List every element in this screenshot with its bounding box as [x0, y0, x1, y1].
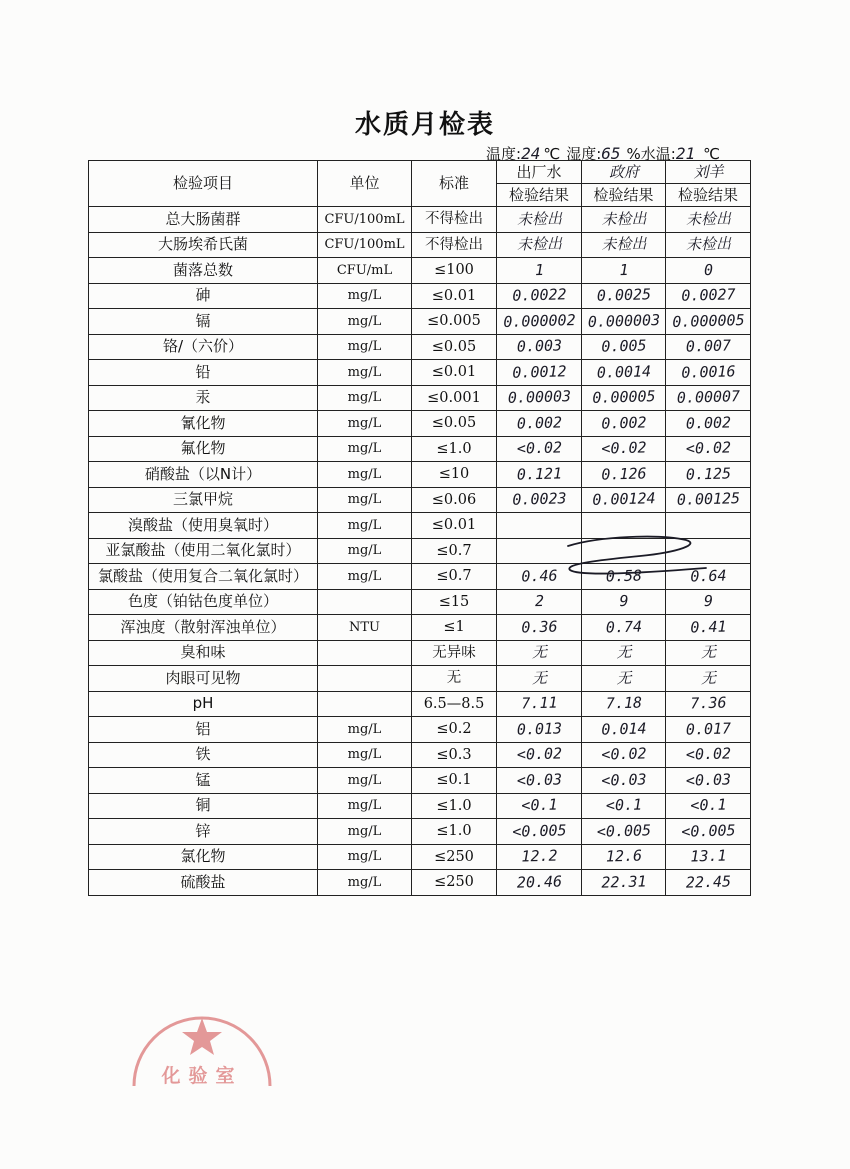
table-row: [89, 793, 751, 819]
official-seal: [128, 982, 276, 1090]
row-result-2: <0.005: [581, 817, 666, 845]
row-unit: mg/L: [318, 462, 412, 488]
row-item: 铜: [89, 793, 318, 819]
table-row: [89, 487, 751, 513]
row-standard: ≤0.05: [412, 334, 497, 360]
row-result-2: 0.000003: [581, 307, 666, 335]
row-result-3: 0: [665, 256, 751, 284]
row-result-3: 13.1: [665, 843, 751, 871]
row-result-1: 0.0022: [496, 282, 582, 310]
row-standard: 不得检出: [412, 232, 497, 258]
row-result-1: 无: [496, 639, 582, 667]
row-standard: ≤0.001: [412, 385, 497, 411]
row-result-3: 未检出: [665, 205, 751, 233]
row-result-3: <0.02: [665, 741, 751, 769]
temperature-label: 温度:: [486, 145, 522, 163]
row-item: 镉: [89, 309, 318, 335]
row-result-1: <0.1: [496, 792, 582, 820]
row-result-1: 0.0023: [496, 486, 582, 514]
row-unit: mg/L: [318, 360, 412, 386]
row-unit: mg/L: [318, 793, 412, 819]
row-unit: NTU: [318, 615, 412, 641]
table-row: [89, 768, 751, 794]
row-result-2: 0.58: [581, 562, 666, 590]
row-item: 大肠埃希氏菌: [89, 232, 318, 258]
header-result-1: 检验结果: [497, 184, 582, 207]
row-standard: ≤0.2: [412, 717, 497, 743]
table-row: [89, 232, 751, 258]
row-standard: ≤250: [412, 844, 497, 870]
row-item: 溴酸盐（使用臭氧时）: [89, 513, 318, 539]
table-row: [89, 309, 751, 335]
row-result-1: 0.013: [496, 715, 582, 743]
table-row: [89, 385, 751, 411]
row-standard: ≤15: [412, 589, 497, 615]
header-standard: 标准: [412, 161, 497, 207]
table-row: [89, 742, 751, 768]
row-standard: ≤1.0: [412, 793, 497, 819]
row-result-3: <0.1: [665, 792, 751, 820]
row-result-1: 0.121: [496, 460, 582, 488]
row-result-2: 12.6: [581, 843, 666, 871]
row-item: 铝: [89, 717, 318, 743]
row-standard: ≤0.01: [412, 513, 497, 539]
row-result-3: 0.000005: [665, 307, 751, 335]
row-result-3: 0.017: [665, 715, 751, 743]
row-result-3: 0.41: [665, 613, 751, 641]
row-unit: mg/L: [318, 538, 412, 564]
row-result-3: 0.00125: [665, 486, 751, 514]
row-result-2: 0.002: [581, 409, 666, 437]
table-row: [89, 615, 751, 641]
row-result-3: 未检出: [665, 231, 751, 259]
row-standard: ≤0.7: [412, 538, 497, 564]
row-result-2: 0.74: [581, 613, 666, 641]
row-standard: ≤0.005: [412, 309, 497, 335]
header-unit: 单位: [318, 161, 412, 207]
row-standard: ≤1.0: [412, 819, 497, 845]
table-row: [89, 436, 751, 462]
row-standard: 无异味: [412, 640, 497, 666]
row-unit: mg/L: [318, 334, 412, 360]
water-temp-label: 水温:: [640, 145, 676, 163]
row-item: pH: [89, 691, 318, 717]
header-sample2: 政府: [581, 159, 666, 184]
table-row: [89, 870, 751, 896]
row-unit: [318, 589, 412, 615]
row-result-1: 无: [496, 664, 582, 692]
row-standard: ≤0.7: [412, 564, 497, 590]
row-standard: ≤0.01: [412, 360, 497, 386]
row-result-1: 0.002: [496, 409, 582, 437]
table-row: [89, 258, 751, 284]
row-result-2: 0.014: [581, 715, 666, 743]
row-standard: ≤1.0: [412, 436, 497, 462]
page-title: 水质月检表: [354, 110, 495, 140]
row-unit: mg/L: [318, 436, 412, 462]
table-row: [89, 640, 751, 666]
row-result-3: 0.007: [665, 333, 751, 361]
row-result-1: 未检出: [496, 231, 582, 259]
row-standard: 6.5—8.5: [412, 691, 497, 717]
svg-text:化验室: 化验室: [161, 1065, 243, 1087]
row-result-3: 0.00007: [665, 384, 751, 412]
row-item: 铅: [89, 360, 318, 386]
row-unit: mg/L: [318, 564, 412, 590]
row-item: 锰: [89, 768, 318, 794]
row-item: 铁: [89, 742, 318, 768]
table-row: [89, 691, 751, 717]
row-result-2: 0.005: [581, 333, 666, 361]
row-unit: mg/L: [318, 768, 412, 794]
water-quality-table: [88, 160, 751, 896]
row-result-2: <0.03: [581, 766, 666, 794]
row-result-3: 9: [665, 588, 751, 616]
row-item: 硝酸盐（以N计）: [89, 462, 318, 488]
row-unit: mg/L: [318, 487, 412, 513]
row-item: 浑浊度（散射浑浊单位）: [89, 615, 318, 641]
header-result-2: 检验结果: [582, 184, 666, 207]
row-result-3: 无: [665, 664, 751, 692]
row-result-1: <0.03: [496, 766, 582, 794]
row-unit: mg/L: [318, 283, 412, 309]
row-result-2: <0.02: [581, 741, 666, 769]
temperature-value: 24: [521, 144, 541, 163]
humidity-unit: %: [626, 145, 641, 163]
row-standard: ≤250: [412, 870, 497, 896]
humidity-label: 湿度:: [566, 145, 602, 163]
row-result-1: 0.000002: [496, 307, 582, 335]
row-item: 色度（铂钴色度单位）: [89, 589, 318, 615]
row-result-2: 0.00124: [581, 486, 666, 514]
row-unit: [318, 640, 412, 666]
row-result-1: 0.003: [496, 333, 582, 361]
table-row: [89, 589, 751, 615]
row-item: 锌: [89, 819, 318, 845]
header-item: 检验项目: [89, 161, 318, 207]
row-standard: ≤1: [412, 615, 497, 641]
table-row: [89, 666, 751, 692]
row-unit: mg/L: [318, 309, 412, 335]
row-result-3: 0.125: [665, 460, 751, 488]
row-item: 亚氯酸盐（使用二氧化氯时）: [89, 538, 318, 564]
header-sample1: 出厂水: [497, 161, 582, 184]
table-row: [89, 283, 751, 309]
row-result-1: 0.36: [496, 613, 582, 641]
row-item: 硫酸盐: [89, 870, 318, 896]
row-standard: ≤0.1: [412, 768, 497, 794]
header-sample3: 刘羊: [665, 159, 751, 184]
row-result-1: 1: [496, 256, 582, 284]
row-result-2: <0.02: [581, 435, 666, 463]
row-result-3: 7.36: [665, 690, 751, 718]
row-result-3: 0.64: [665, 562, 751, 590]
row-item: 砷: [89, 283, 318, 309]
row-result-2: 0.00005: [581, 384, 666, 412]
row-result-2: 1: [581, 256, 666, 284]
row-result-2: 未检出: [581, 205, 666, 233]
table-row: [89, 819, 751, 845]
row-item: 汞: [89, 385, 318, 411]
table-row: [89, 334, 751, 360]
row-result-2: <0.1: [581, 792, 666, 820]
row-standard: 不得检出: [412, 207, 497, 233]
row-standard: 无: [412, 666, 497, 692]
row-unit: mg/L: [318, 819, 412, 845]
row-result-2: 0.0014: [581, 358, 666, 386]
row-unit: mg/L: [318, 717, 412, 743]
row-standard: ≤0.05: [412, 411, 497, 437]
row-unit: [318, 666, 412, 692]
row-item: 铬/（六价）: [89, 334, 318, 360]
table-row: [89, 717, 751, 743]
row-unit: mg/L: [318, 411, 412, 437]
row-result-2: 未检出: [581, 231, 666, 259]
row-result-1: 20.46: [496, 868, 582, 896]
row-item: 总大肠菌群: [89, 207, 318, 233]
row-result-3: <0.03: [665, 766, 751, 794]
row-result-3: 22.45: [665, 868, 751, 896]
table-row: [89, 844, 751, 870]
row-result-2: 9: [581, 588, 666, 616]
row-unit: mg/L: [318, 385, 412, 411]
row-standard: ≤0.01: [412, 283, 497, 309]
row-unit: mg/L: [318, 513, 412, 539]
row-result-1: 0.46: [496, 562, 582, 590]
row-result-2: 无: [581, 664, 666, 692]
row-result-2: 22.31: [581, 868, 666, 896]
strikeout-scribble: [560, 530, 710, 580]
row-result-1: 0.0012: [496, 358, 582, 386]
row-result-3: 无: [665, 639, 751, 667]
row-item: 氯化物: [89, 844, 318, 870]
row-item: 三氯甲烷: [89, 487, 318, 513]
row-standard: ≤0.06: [412, 487, 497, 513]
humidity-value: 65: [601, 144, 621, 163]
row-item: 氯酸盐（使用复合二氧化氯时）: [89, 564, 318, 590]
row-result-1: 7.11: [496, 690, 582, 718]
row-standard: ≤10: [412, 462, 497, 488]
temperature-unit: ℃: [543, 145, 561, 163]
row-result-3: <0.005: [665, 817, 751, 845]
row-result-2: 无: [581, 639, 666, 667]
row-result-3: 0.0016: [665, 358, 751, 386]
row-result-2: 7.18: [581, 690, 666, 718]
row-standard: ≤100: [412, 258, 497, 284]
table-row: [89, 462, 751, 488]
row-unit: mg/L: [318, 844, 412, 870]
table-header-row: [89, 161, 751, 184]
row-result-1: 0.00003: [496, 384, 582, 412]
row-result-3: 0.002: [665, 409, 751, 437]
row-unit: mg/L: [318, 870, 412, 896]
water-temp-value: 21: [675, 144, 696, 163]
row-result-1: 未检出: [496, 205, 582, 233]
row-result-2: 0.126: [581, 460, 666, 488]
header-result-3: 检验结果: [666, 184, 751, 207]
row-item: 氰化物: [89, 411, 318, 437]
row-result-3: 0.0027: [665, 282, 751, 310]
table-row: [89, 360, 751, 386]
row-result-1: 12.2: [496, 843, 582, 871]
row-item: 肉眼可见物: [89, 666, 318, 692]
table-row: [89, 207, 751, 233]
row-unit: [318, 691, 412, 717]
row-result-1: 2: [496, 588, 582, 616]
row-unit: CFU/100mL: [318, 232, 412, 258]
row-unit: CFU/100mL: [318, 207, 412, 233]
row-item: 臭和味: [89, 640, 318, 666]
row-result-1: <0.02: [496, 435, 582, 463]
row-standard: ≤0.3: [412, 742, 497, 768]
row-unit: CFU/mL: [318, 258, 412, 284]
row-item: 菌落总数: [89, 258, 318, 284]
row-unit: mg/L: [318, 742, 412, 768]
table-row: [89, 411, 751, 437]
water-temp-unit: ℃: [703, 145, 720, 163]
row-result-1: <0.005: [496, 817, 582, 845]
row-result-3: <0.02: [665, 435, 751, 463]
row-result-1: <0.02: [496, 741, 582, 769]
row-result-2: 0.0025: [581, 282, 666, 310]
row-item: 氟化物: [89, 436, 318, 462]
